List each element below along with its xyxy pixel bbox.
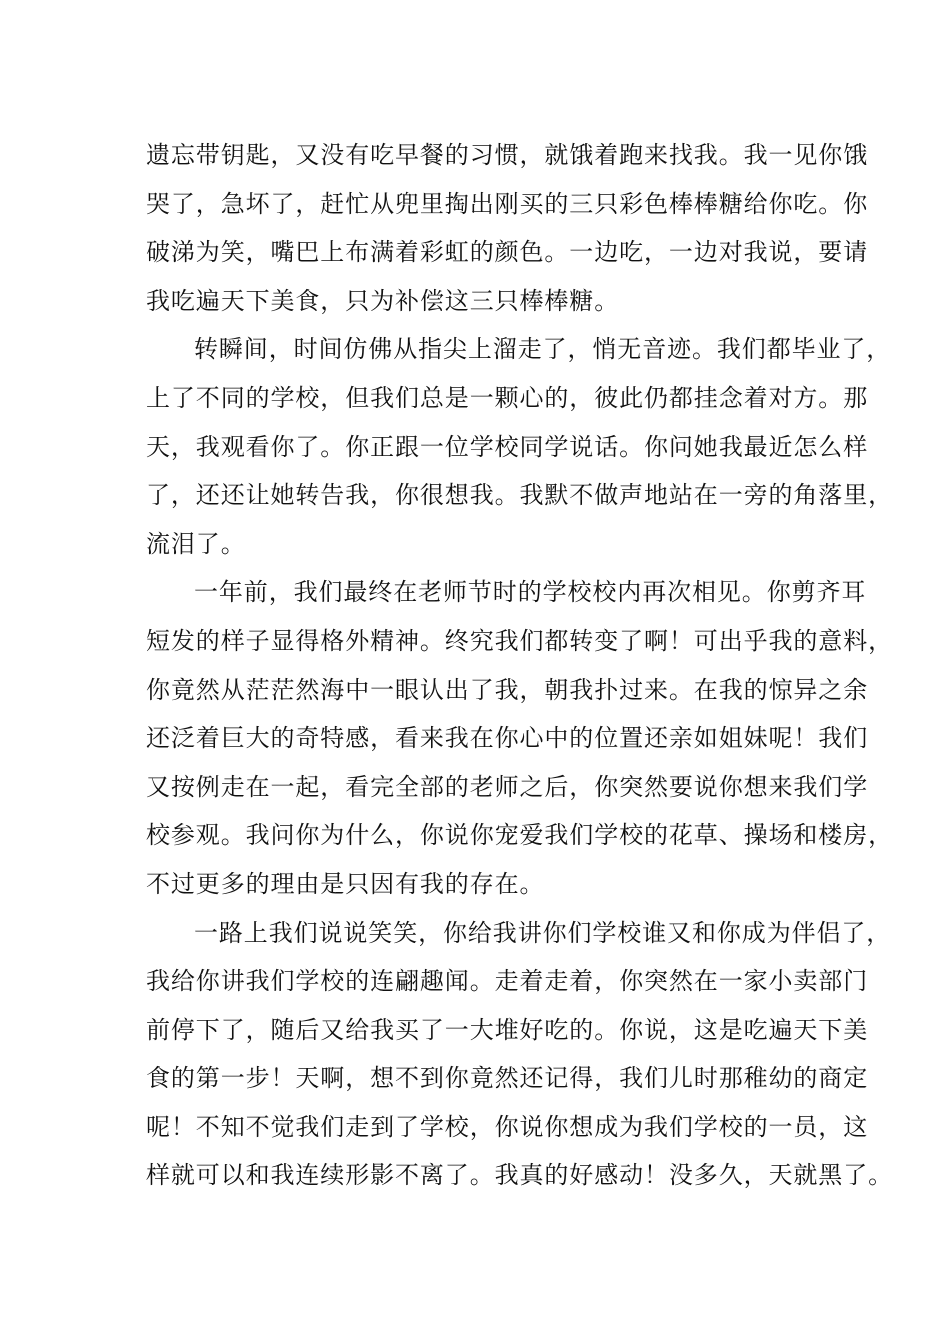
text-line: 还泛着巨大的奇特感，看来我在你心中的位置还亲如姐妹呢！我们 (146, 724, 869, 753)
text-line: 食的第一步！天啊，想不到你竟然还记得，我们儿时那稚幼的商定 (146, 1064, 869, 1093)
paragraph (146, 909, 893, 1201)
text-line: 我给你讲我们学校的连翩趣闻。走着走着，你突然在一家小卖部门 (146, 967, 869, 996)
text-line: 校参观。我问你为什么，你说你宠爱我们学校的花草、操场和楼房， (146, 821, 893, 850)
text-line: 呢！不知不觉我们走到了学校，你说你想成为我们学校的一员，这 (146, 1112, 869, 1141)
text-line: 遗忘带钥匙，又没有吃早餐的习惯，就饿着跑来找我。我一见你饿 (146, 141, 869, 169)
text-line: 了，还还让她转告我，你很想我。我默不做声地站在一旁的角落里， (146, 481, 893, 510)
body-text (146, 131, 893, 1200)
text-line: 我吃遍天下美食，只为补偿这三只棒棒糖。 (146, 286, 620, 315)
paragraph (146, 131, 869, 325)
text-line: 一路上我们说说笑笑，你给我讲你们学校谁又和你成为伴侣了， (194, 918, 892, 947)
text-line: 流泪了。 (146, 529, 246, 558)
text-line: 上了不同的学校，但我们总是一颗心的，彼此仍都挂念着对方。那 (146, 383, 869, 412)
paragraph (146, 568, 893, 908)
text-line: 短发的样子显得格外精神。终究我们都转变了啊！可出乎我的意料， (146, 626, 893, 655)
paragraph (146, 325, 893, 568)
text-line: 你竟然从茫茫然海中一眼认出了我，朝我扑过来。在我的惊异之余 (146, 675, 869, 704)
text-line: 转瞬间，时间仿佛从指尖上溜走了，悄无音迹。我们都毕业了， (194, 335, 892, 364)
text-line: 又按例走在一起，看完全部的老师之后，你突然要说你想来我们学 (146, 772, 869, 801)
text-line: 天，我观看你了。你正跟一位学校同学说话。你问她我最近怎么样 (146, 432, 869, 461)
text-line: 不过更多的理由是只因有我的存在。 (146, 869, 545, 898)
text-line: 一年前，我们最终在老师节时的学校校内再次相见。你剪齐耳 (194, 578, 867, 607)
text-line: 样就可以和我连续形影不离了。我真的好感动！没多久，天就黑了。 (146, 1161, 893, 1190)
text-line: 前停下了，随后又给我买了一大堆好吃的。你说，这是吃遍天下美 (146, 1015, 869, 1044)
text-line: 哭了，急坏了，赶忙从兜里掏出刚买的三只彩色棒棒糖给你吃。你 (146, 189, 869, 218)
text-line: 破涕为笑，嘴巴上布满着彩虹的颜色。一边吃，一边对我说，要请 (146, 238, 869, 267)
